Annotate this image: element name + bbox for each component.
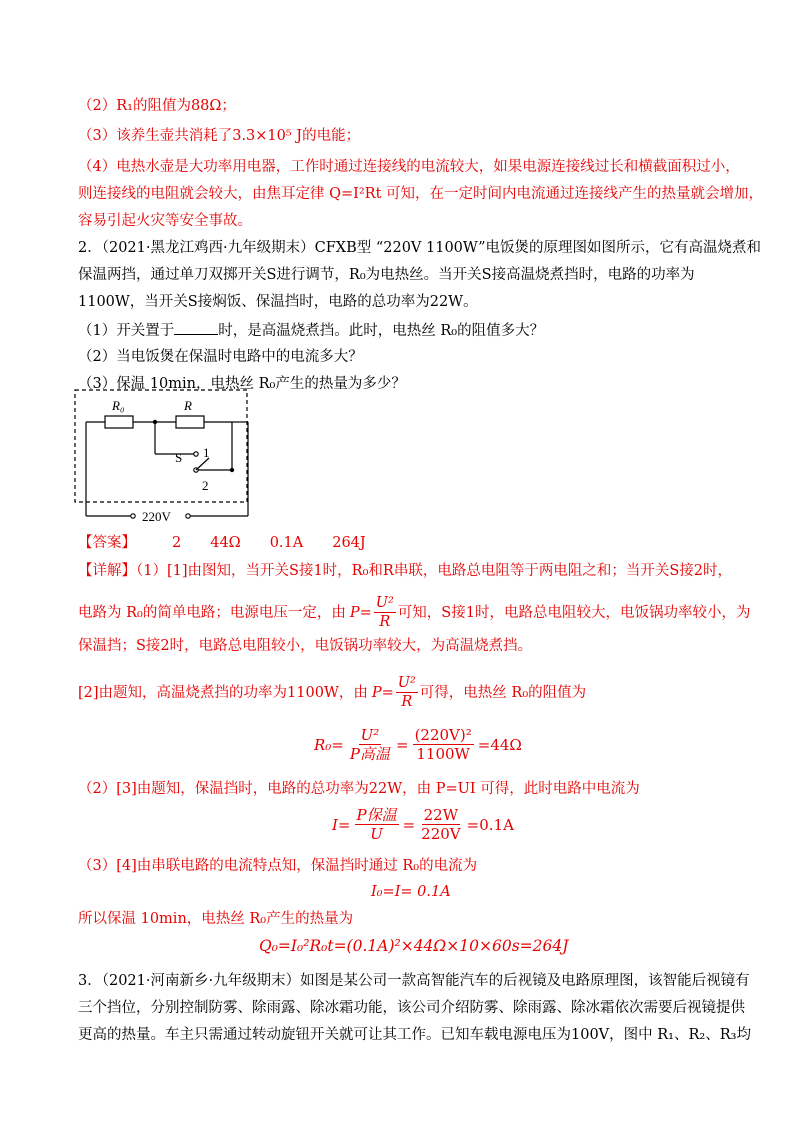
detail-label: 【详解】: [78, 563, 136, 579]
detail-line-1: [78, 561, 732, 581]
prev-line-2: （2）R₁的阻值为88Ω；: [78, 98, 236, 114]
label-r0: R₀: [112, 398, 125, 413]
prev-line-4c: 容易引起火灾等安全事故。: [78, 213, 252, 229]
contact-1: [194, 452, 198, 456]
q2-line-2: 保温两挡，通过单刀双掷开关S进行调节，R₀为电热丝。当开关S接高温烧煮挡时，电路的功率为: [78, 267, 695, 283]
detail-d1: （1）[1]由图知，当开关S接1时，R₀和R串联，电路总电阻等于两电阻之和；当开关S接2时，: [136, 563, 732, 579]
detail-line-4: [78, 674, 586, 711]
detail-d2a: 电路为 R₀的简单电路；电源电压一定，由: [78, 604, 346, 621]
eq2-result: =0.1A: [466, 815, 514, 834]
q2-sub-1-after: 时，是高温烧煮挡。此时，电热丝 R₀的阻值多大？: [218, 323, 545, 339]
resistor-r: [176, 416, 204, 428]
terminal-right: [186, 514, 190, 518]
prev-line-4b: 则连接线的电阻就会较大，由焦耳定律 Q=I²Rt 可知，在一定时间内电流通过连接线产生的热量就会增加，: [78, 186, 764, 202]
q2-line-1: 2．（2021·黑龙江鸡西·九年级期末）CFXB型 “220V 1100W”电饭煲的原理图如图所示，它有高温烧煮和: [78, 240, 761, 256]
fraction-u2-over-r-2: [396, 674, 418, 711]
circuit-diagram: [72, 380, 262, 530]
eq2-lhs: I=: [332, 815, 351, 834]
fraction-num: U²: [375, 595, 394, 611]
prev-line-4a: （4）电热水壶是大功率用电器，工作时通过连接线的电流较大，如果电源连接线过长和横截面积过小，: [78, 159, 740, 175]
eq2-frac1: [355, 806, 399, 843]
detail-line-6: （3）[4]由串联电路的电流特点知，保温挡时通过 R₀的电流为: [78, 858, 478, 874]
eq1-lhs: R₀=: [314, 735, 344, 754]
eq2-frac2-den: 220V: [421, 825, 461, 843]
q2-sub-1: [78, 320, 544, 341]
resistor-r0: [105, 416, 133, 428]
q2-line-3: 1100W，当开关S接焖饭、保温挡时，电路的总功率为22W。: [78, 294, 478, 310]
label-pos1: 1: [203, 445, 210, 460]
fraction-den: R: [379, 614, 391, 630]
label-pos2: 2: [202, 478, 209, 493]
eq1-frac2-num: (220V)²: [414, 726, 472, 744]
detail-d2b: 可知，S接1时，电路总电阻较大，电饭锅功率较小，为: [397, 604, 751, 621]
detail-d4b: 可得，电热丝 R₀的阻值为: [419, 684, 587, 701]
q3-line-2: 三个挡位，分别控制防雾、除雨露、除冰霜功能，该公司介绍防雾、除雨露、除冰霜依次需要后视镜提供: [78, 1000, 745, 1016]
label-voltage: 220V: [142, 509, 171, 524]
detail-line-7: 所以保温 10min，电热丝 R₀产生的热量为: [78, 911, 354, 927]
eq1-result: =44Ω: [477, 735, 522, 754]
eq-p-lhs: P=: [349, 604, 372, 621]
eq-p-lhs-2: P=: [371, 684, 394, 701]
detail-line-3: 保温挡；S接2时，电路总电阻较小，电饭锅功率较大，为高温烧煮挡。: [78, 638, 533, 654]
detail-line-2: [78, 594, 750, 631]
fraction-num: U²: [397, 675, 416, 691]
answer-row: [78, 533, 366, 553]
label-r: R: [184, 398, 192, 413]
q3-line-1: 3．（2021·河南新乡·九年级期末）如图是某公司一款高智能汽车的后视镜及电路原理图，该智能后视镜有: [78, 973, 750, 989]
eq1-equals: =: [395, 735, 409, 754]
label-s: S: [175, 450, 183, 465]
terminal-left: [131, 514, 135, 518]
equation-r0: [312, 726, 524, 763]
eq1-frac1-den: P高温: [349, 745, 390, 763]
eq1-frac1: [348, 726, 392, 763]
equation-q0: Q₀=I₀²R₀t=(0.1A)²×44Ω×10×60s=264J: [259, 937, 569, 955]
q2-sub-1-before: （1）开关置于: [78, 323, 175, 339]
fraction-u2-over-r: [374, 594, 396, 631]
eq2-frac1-den: U: [370, 825, 383, 843]
equation-i0: I₀=I= 0.1A: [371, 884, 451, 900]
detail-line-5: （2）[3]由题知，保温挡时，电路的总功率为22W，由 P=UI 可得，此时电路中电流为: [78, 781, 640, 797]
eq1-frac2-den: 1100W: [416, 745, 470, 763]
fraction-den: R: [401, 694, 413, 710]
q2-sub-2: （2）当电饭煲在保温时电路中的电流多大？: [78, 349, 363, 365]
detail-d4a: [2]由题知，高温烧煮挡的功率为1100W，由: [78, 684, 368, 701]
eq1-frac2: [413, 726, 474, 763]
answer-values: 2 44Ω 0.1A 264J: [172, 535, 366, 551]
prev-line-3: （3）该养生壶共消耗了3.3×10⁵ J的电能；: [78, 128, 361, 144]
equation-current: [330, 806, 516, 843]
q2-sub-3: （3）保温 10min，电热丝 R₀产生的热量为多少？: [78, 376, 406, 392]
eq2-frac1-num: P保温: [356, 806, 397, 824]
answer-label: 【答案】: [78, 535, 136, 551]
dashed-enclosure: [75, 390, 247, 502]
answer-blank: [174, 320, 218, 335]
eq1-frac1-num: U²: [360, 726, 380, 744]
eq2-frac2-num: 22W: [423, 806, 459, 824]
q3-line-3: 更高的热量。车主只需通过转动旋钮开关就可让其工作。已知车载电源电压为100V，图中 R₁、R₂、R₃均: [78, 1027, 751, 1043]
eq2-equals: =: [402, 815, 416, 834]
eq2-frac2: [419, 806, 462, 843]
